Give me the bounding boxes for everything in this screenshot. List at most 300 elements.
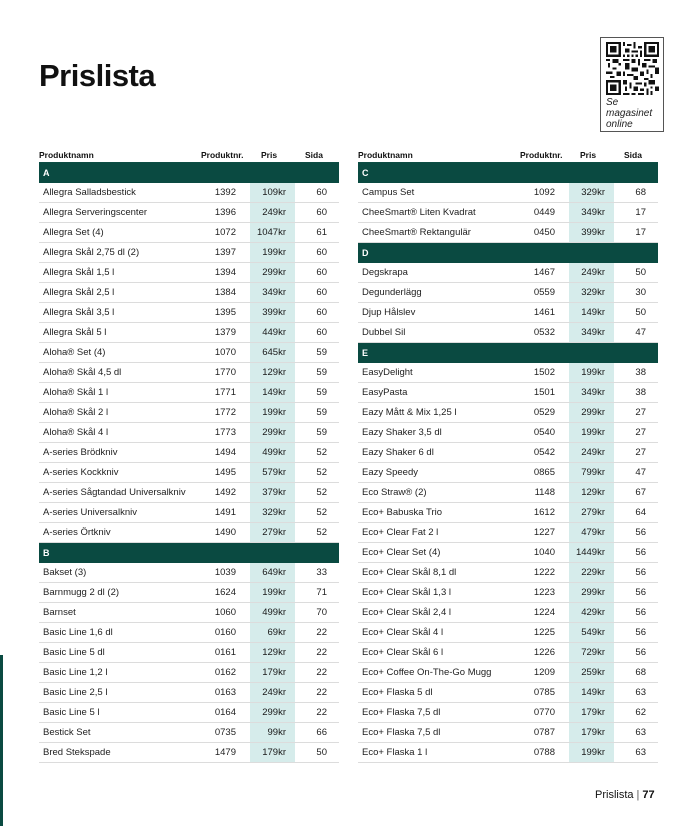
table-row — [358, 563, 658, 583]
product-name: EasyPasta — [362, 387, 408, 398]
product-price: 299kr — [250, 423, 295, 442]
table-row — [358, 663, 658, 683]
product-number: 0163 — [214, 687, 236, 698]
product-name: A-series Brödkniv — [43, 447, 118, 458]
product-price: 129kr — [250, 363, 295, 382]
product-number: 1379 — [214, 327, 236, 338]
product-page: 17 — [635, 207, 646, 218]
product-page: 56 — [635, 567, 646, 578]
product-name: Basic Line 1,6 dl — [43, 627, 113, 638]
product-price: 299kr — [250, 263, 295, 282]
product-page: 60 — [316, 267, 327, 278]
footer-separator: | — [636, 789, 640, 801]
table-row — [358, 523, 658, 543]
product-number: 1394 — [214, 267, 236, 278]
table-row — [39, 343, 339, 363]
product-price: 429kr — [569, 603, 614, 622]
product-name: Degunderlägg — [362, 287, 422, 298]
product-page: 59 — [316, 427, 327, 438]
product-number: 1612 — [533, 507, 555, 518]
product-number: 1222 — [533, 567, 555, 578]
product-number: 1501 — [533, 387, 555, 398]
product-price: 1047kr — [250, 223, 295, 242]
qr-code-icon — [606, 42, 659, 95]
product-number: 1495 — [214, 467, 236, 478]
product-name: Bakset (3) — [43, 567, 87, 578]
product-name: Aloha® Set (4) — [43, 347, 106, 358]
table-row — [39, 703, 339, 723]
product-name: Bestick Set — [43, 727, 91, 738]
product-price: 99kr — [250, 723, 295, 742]
product-name: Aloha® Skål 4 l — [43, 427, 109, 438]
product-page: 50 — [635, 267, 646, 278]
product-page: 56 — [635, 627, 646, 638]
table-row — [39, 523, 339, 543]
product-page: 50 — [635, 307, 646, 318]
table-row — [39, 283, 339, 303]
product-page: 22 — [316, 667, 327, 678]
product-price: 259kr — [569, 663, 614, 682]
product-page: 68 — [635, 187, 646, 198]
product-price: 349kr — [569, 323, 614, 342]
product-number: 1395 — [214, 307, 236, 318]
product-page: 61 — [316, 227, 327, 238]
section-letter-e: E — [358, 343, 658, 363]
page-number: 77 — [642, 789, 655, 801]
product-number: 0559 — [533, 287, 555, 298]
section-letter-d: D — [358, 243, 658, 263]
product-number: 1392 — [214, 187, 236, 198]
product-price: 349kr — [250, 283, 295, 302]
table-row — [358, 503, 658, 523]
product-page: 70 — [316, 607, 327, 618]
product-number: 0449 — [533, 207, 555, 218]
table-row — [39, 603, 339, 623]
product-price: 149kr — [569, 683, 614, 702]
product-name: Eco+ Clear Skål 4 l — [362, 627, 444, 638]
product-page: 63 — [635, 747, 646, 758]
product-price: 729kr — [569, 643, 614, 662]
product-name: Eco+ Babuska Trio — [362, 507, 443, 518]
product-name: A-series Sågtandad Universalkniv — [43, 487, 186, 498]
product-price: 179kr — [569, 723, 614, 742]
table-row — [39, 723, 339, 743]
product-price: 249kr — [250, 683, 295, 702]
header-produktnamn: Produktnamn — [358, 150, 413, 160]
product-number: 1039 — [214, 567, 236, 578]
product-page: 62 — [635, 707, 646, 718]
product-number: 1070 — [214, 347, 236, 358]
product-page: 22 — [316, 687, 327, 698]
product-number: 1491 — [214, 507, 236, 518]
product-price: 499kr — [250, 443, 295, 462]
product-page: 52 — [316, 467, 327, 478]
footer-label: Prislista — [595, 789, 634, 801]
product-number: 1227 — [533, 527, 555, 538]
table-row — [358, 283, 658, 303]
product-page: 59 — [316, 347, 327, 358]
product-name: Eco+ Clear Set (4) — [362, 547, 441, 558]
table-header — [39, 148, 339, 162]
table-row — [39, 363, 339, 383]
table-row — [358, 683, 658, 703]
table-row — [39, 743, 339, 763]
product-number: 0164 — [214, 707, 236, 718]
product-price: 69kr — [250, 623, 295, 642]
product-name: Eco+ Clear Skål 1,3 l — [362, 587, 451, 598]
product-name: CheeSmart® Rektangulär — [362, 227, 471, 238]
product-number: 1224 — [533, 607, 555, 618]
product-price: 249kr — [250, 203, 295, 222]
product-price: 179kr — [569, 703, 614, 722]
product-page: 60 — [316, 307, 327, 318]
product-page: 56 — [635, 547, 646, 558]
product-number: 1494 — [214, 447, 236, 458]
table-row — [39, 223, 339, 243]
product-price: 199kr — [569, 743, 614, 762]
product-name: Eco+ Coffee On-The-Go Mugg — [362, 667, 492, 678]
product-page: 17 — [635, 227, 646, 238]
product-number: 1479 — [214, 747, 236, 758]
table-row — [39, 443, 339, 463]
product-price: 399kr — [250, 303, 295, 322]
product-number: 0529 — [533, 407, 555, 418]
page-title: Prislista — [39, 58, 156, 93]
page-footer — [595, 789, 655, 801]
product-number: 1397 — [214, 247, 236, 258]
product-page: 22 — [316, 647, 327, 658]
product-price: 399kr — [569, 223, 614, 242]
table-row — [358, 423, 658, 443]
table-row — [39, 263, 339, 283]
table-row — [358, 623, 658, 643]
product-name: A-series Universalkniv — [43, 507, 137, 518]
product-name: Aloha® Skål 2 l — [43, 407, 109, 418]
product-page: 60 — [316, 187, 327, 198]
product-price: 645kr — [250, 343, 295, 362]
product-number: 1461 — [533, 307, 555, 318]
product-page: 63 — [635, 687, 646, 698]
table-row — [39, 423, 339, 443]
product-name: Basic Line 5 dl — [43, 647, 105, 658]
product-page: 38 — [635, 367, 646, 378]
product-name: Barnset — [43, 607, 76, 618]
product-page: 52 — [316, 507, 327, 518]
product-name: Basic Line 1,2 l — [43, 667, 108, 678]
table-row — [358, 383, 658, 403]
product-number: 0540 — [533, 427, 555, 438]
table-row — [39, 683, 339, 703]
product-page: 59 — [316, 407, 327, 418]
table-row — [358, 323, 658, 343]
product-page: 33 — [316, 567, 327, 578]
table-row — [358, 603, 658, 623]
product-number: 0450 — [533, 227, 555, 238]
product-number: 1092 — [533, 187, 555, 198]
table-row — [358, 223, 658, 243]
product-name: Dubbel Sil — [362, 327, 406, 338]
product-price: 299kr — [569, 403, 614, 422]
product-page: 60 — [316, 247, 327, 258]
table-row — [358, 183, 658, 203]
product-name: Eazy Speedy — [362, 467, 418, 478]
header-produktnr: Produktnr. — [520, 150, 563, 160]
product-name: Basic Line 2,5 l — [43, 687, 108, 698]
table-row — [358, 703, 658, 723]
table-row — [358, 643, 658, 663]
header-sida: Sida — [624, 150, 642, 160]
product-price: 279kr — [250, 523, 295, 542]
product-name: Basic Line 5 l — [43, 707, 100, 718]
product-name: Degskrapa — [362, 267, 408, 278]
product-price: 349kr — [569, 383, 614, 402]
product-page: 22 — [316, 707, 327, 718]
product-name: Eco+ Flaska 5 dl — [362, 687, 433, 698]
product-page: 22 — [316, 627, 327, 638]
product-price: 549kr — [569, 623, 614, 642]
price-table-right — [358, 148, 658, 763]
product-name: Allegra Set (4) — [43, 227, 104, 238]
product-price: 329kr — [569, 183, 614, 202]
product-price: 149kr — [569, 303, 614, 322]
product-page: 60 — [316, 327, 327, 338]
product-price: 199kr — [250, 583, 295, 602]
product-number: 1384 — [214, 287, 236, 298]
table-row — [39, 503, 339, 523]
product-price: 229kr — [569, 563, 614, 582]
product-page: 60 — [316, 287, 327, 298]
product-name: Eco+ Flaska 1 l — [362, 747, 428, 758]
product-page: 38 — [635, 387, 646, 398]
product-name: A-series Kockkniv — [43, 467, 119, 478]
product-name: A-series Örtkniv — [43, 527, 111, 538]
product-page: 60 — [316, 207, 327, 218]
product-page: 59 — [316, 387, 327, 398]
table-row — [39, 643, 339, 663]
qr-caption: Se magasinet online — [606, 97, 653, 130]
table-row — [358, 263, 658, 283]
product-name: Eco+ Clear Skål 6 l — [362, 647, 444, 658]
product-number: 0160 — [214, 627, 236, 638]
table-row — [39, 463, 339, 483]
product-number: 1771 — [214, 387, 236, 398]
product-number: 0787 — [533, 727, 555, 738]
product-page: 52 — [316, 447, 327, 458]
product-page: 68 — [635, 667, 646, 678]
table-row — [39, 323, 339, 343]
product-name: Eazy Shaker 3,5 dl — [362, 427, 442, 438]
product-price: 299kr — [250, 703, 295, 722]
product-number: 1773 — [214, 427, 236, 438]
product-name: Eco+ Clear Skål 2,4 l — [362, 607, 451, 618]
table-header — [358, 148, 658, 162]
product-name: Allegra Skål 2,5 l — [43, 287, 115, 298]
product-price: 129kr — [569, 483, 614, 502]
product-number: 0785 — [533, 687, 555, 698]
table-row — [39, 563, 339, 583]
table-row — [358, 203, 658, 223]
product-price: 129kr — [250, 643, 295, 662]
qr-code-link[interactable] — [600, 37, 664, 132]
header-produktnr: Produktnr. — [201, 150, 244, 160]
product-name: Allegra Skål 1,5 l — [43, 267, 115, 278]
product-number: 1148 — [534, 487, 555, 498]
product-page: 56 — [635, 587, 646, 598]
product-price: 329kr — [250, 503, 295, 522]
product-page: 47 — [635, 467, 646, 478]
product-name: Allegra Salladsbestick — [43, 187, 136, 198]
product-name: Barnmugg 2 dl (2) — [43, 587, 120, 598]
header-sida: Sida — [305, 150, 323, 160]
product-number: 0161 — [214, 647, 236, 658]
section-letter-c: C — [358, 163, 658, 183]
page-edge-accent — [0, 655, 3, 826]
table-row — [358, 583, 658, 603]
table-row — [358, 543, 658, 563]
product-price: 249kr — [569, 263, 614, 282]
table-row — [358, 743, 658, 763]
product-number: 0735 — [214, 727, 236, 738]
product-page: 52 — [316, 527, 327, 538]
product-number: 1060 — [214, 607, 236, 618]
table-row — [39, 663, 339, 683]
product-page: 63 — [635, 727, 646, 738]
product-number: 1396 — [214, 207, 236, 218]
product-name: Eco+ Flaska 7,5 dl — [362, 727, 441, 738]
product-name: CheeSmart® Liten Kvadrat — [362, 207, 476, 218]
product-price: 499kr — [250, 603, 295, 622]
header-produktnamn: Produktnamn — [39, 150, 94, 160]
product-page: 50 — [316, 747, 327, 758]
table-row — [358, 363, 658, 383]
product-page: 52 — [316, 487, 327, 498]
product-name: Campus Set — [362, 187, 415, 198]
product-number: 0162 — [214, 667, 236, 678]
product-name: Eco+ Clear Fat 2 l — [362, 527, 439, 538]
table-body — [39, 162, 339, 763]
header-pris: Pris — [580, 150, 597, 160]
product-name: Eazy Mått & Mix 1,25 l — [362, 407, 457, 418]
product-number: 1770 — [214, 367, 236, 378]
table-row — [39, 243, 339, 263]
product-price: 149kr — [250, 383, 295, 402]
product-number: 1223 — [533, 587, 555, 598]
table-row — [358, 483, 658, 503]
product-page: 27 — [635, 427, 646, 438]
table-row — [39, 483, 339, 503]
product-name: Allegra Skål 2,75 dl (2) — [43, 247, 140, 258]
product-number: 0532 — [533, 327, 555, 338]
product-page: 59 — [316, 367, 327, 378]
product-name: Eazy Shaker 6 dl — [362, 447, 434, 458]
product-page: 27 — [635, 447, 646, 458]
product-price: 199kr — [250, 403, 295, 422]
product-number: 1502 — [533, 367, 555, 378]
product-page: 56 — [635, 647, 646, 658]
product-number: 0770 — [533, 707, 555, 718]
product-name: EasyDelight — [362, 367, 413, 378]
product-name: Bred Stekspade — [43, 747, 111, 758]
table-row — [39, 383, 339, 403]
table-row — [358, 443, 658, 463]
product-price: 179kr — [250, 663, 295, 682]
product-price: 449kr — [250, 323, 295, 342]
table-row — [39, 623, 339, 643]
product-number: 0865 — [533, 467, 555, 478]
product-page: 27 — [635, 407, 646, 418]
product-price: 329kr — [569, 283, 614, 302]
product-page: 56 — [635, 527, 646, 538]
section-letter-a: A — [39, 163, 339, 183]
product-price: 349kr — [569, 203, 614, 222]
product-name: Aloha® Skål 4,5 dl — [43, 367, 122, 378]
product-price: 109kr — [250, 183, 295, 202]
table-row — [358, 303, 658, 323]
product-number: 1072 — [214, 227, 236, 238]
product-number: 1226 — [533, 647, 555, 658]
product-name: Allegra Skål 5 l — [43, 327, 107, 338]
product-page: 47 — [635, 327, 646, 338]
table-row — [39, 403, 339, 423]
product-number: 1467 — [533, 267, 555, 278]
price-table-left — [39, 148, 339, 763]
product-number: 0542 — [533, 447, 555, 458]
product-price: 579kr — [250, 463, 295, 482]
product-price: 199kr — [250, 243, 295, 262]
product-price: 1449kr — [569, 543, 614, 562]
table-row — [358, 463, 658, 483]
product-page: 66 — [316, 727, 327, 738]
product-price: 249kr — [569, 443, 614, 462]
table-row — [39, 183, 339, 203]
table-row — [358, 403, 658, 423]
product-page: 56 — [635, 607, 646, 618]
product-name: Allegra Skål 3,5 l — [43, 307, 115, 318]
product-number: 1209 — [533, 667, 555, 678]
table-row — [358, 723, 658, 743]
product-number: 1040 — [533, 547, 555, 558]
table-row — [39, 203, 339, 223]
product-price: 799kr — [569, 463, 614, 482]
header-pris: Pris — [261, 150, 278, 160]
table-row — [39, 583, 339, 603]
product-price: 199kr — [569, 363, 614, 382]
product-number: 1490 — [214, 527, 236, 538]
product-price: 199kr — [569, 423, 614, 442]
product-name: Eco+ Flaska 7,5 dl — [362, 707, 441, 718]
product-price: 379kr — [250, 483, 295, 502]
table-row — [39, 303, 339, 323]
product-page: 64 — [635, 507, 646, 518]
product-name: Eco Straw® (2) — [362, 487, 427, 498]
product-name: Eco+ Clear Skål 8,1 dl — [362, 567, 457, 578]
product-number: 1492 — [214, 487, 236, 498]
product-price: 649kr — [250, 563, 295, 582]
product-price: 479kr — [569, 523, 614, 542]
product-name: Aloha® Skål 1 l — [43, 387, 109, 398]
table-body — [358, 162, 658, 763]
product-page: 67 — [635, 487, 646, 498]
section-letter-b: B — [39, 543, 339, 563]
product-number: 1225 — [533, 627, 555, 638]
product-page: 30 — [635, 287, 646, 298]
product-price: 299kr — [569, 583, 614, 602]
product-number: 1624 — [214, 587, 236, 598]
product-number: 0788 — [533, 747, 555, 758]
product-price: 179kr — [250, 743, 295, 762]
product-number: 1772 — [214, 407, 236, 418]
product-name: Allegra Serveringscenter — [43, 207, 148, 218]
